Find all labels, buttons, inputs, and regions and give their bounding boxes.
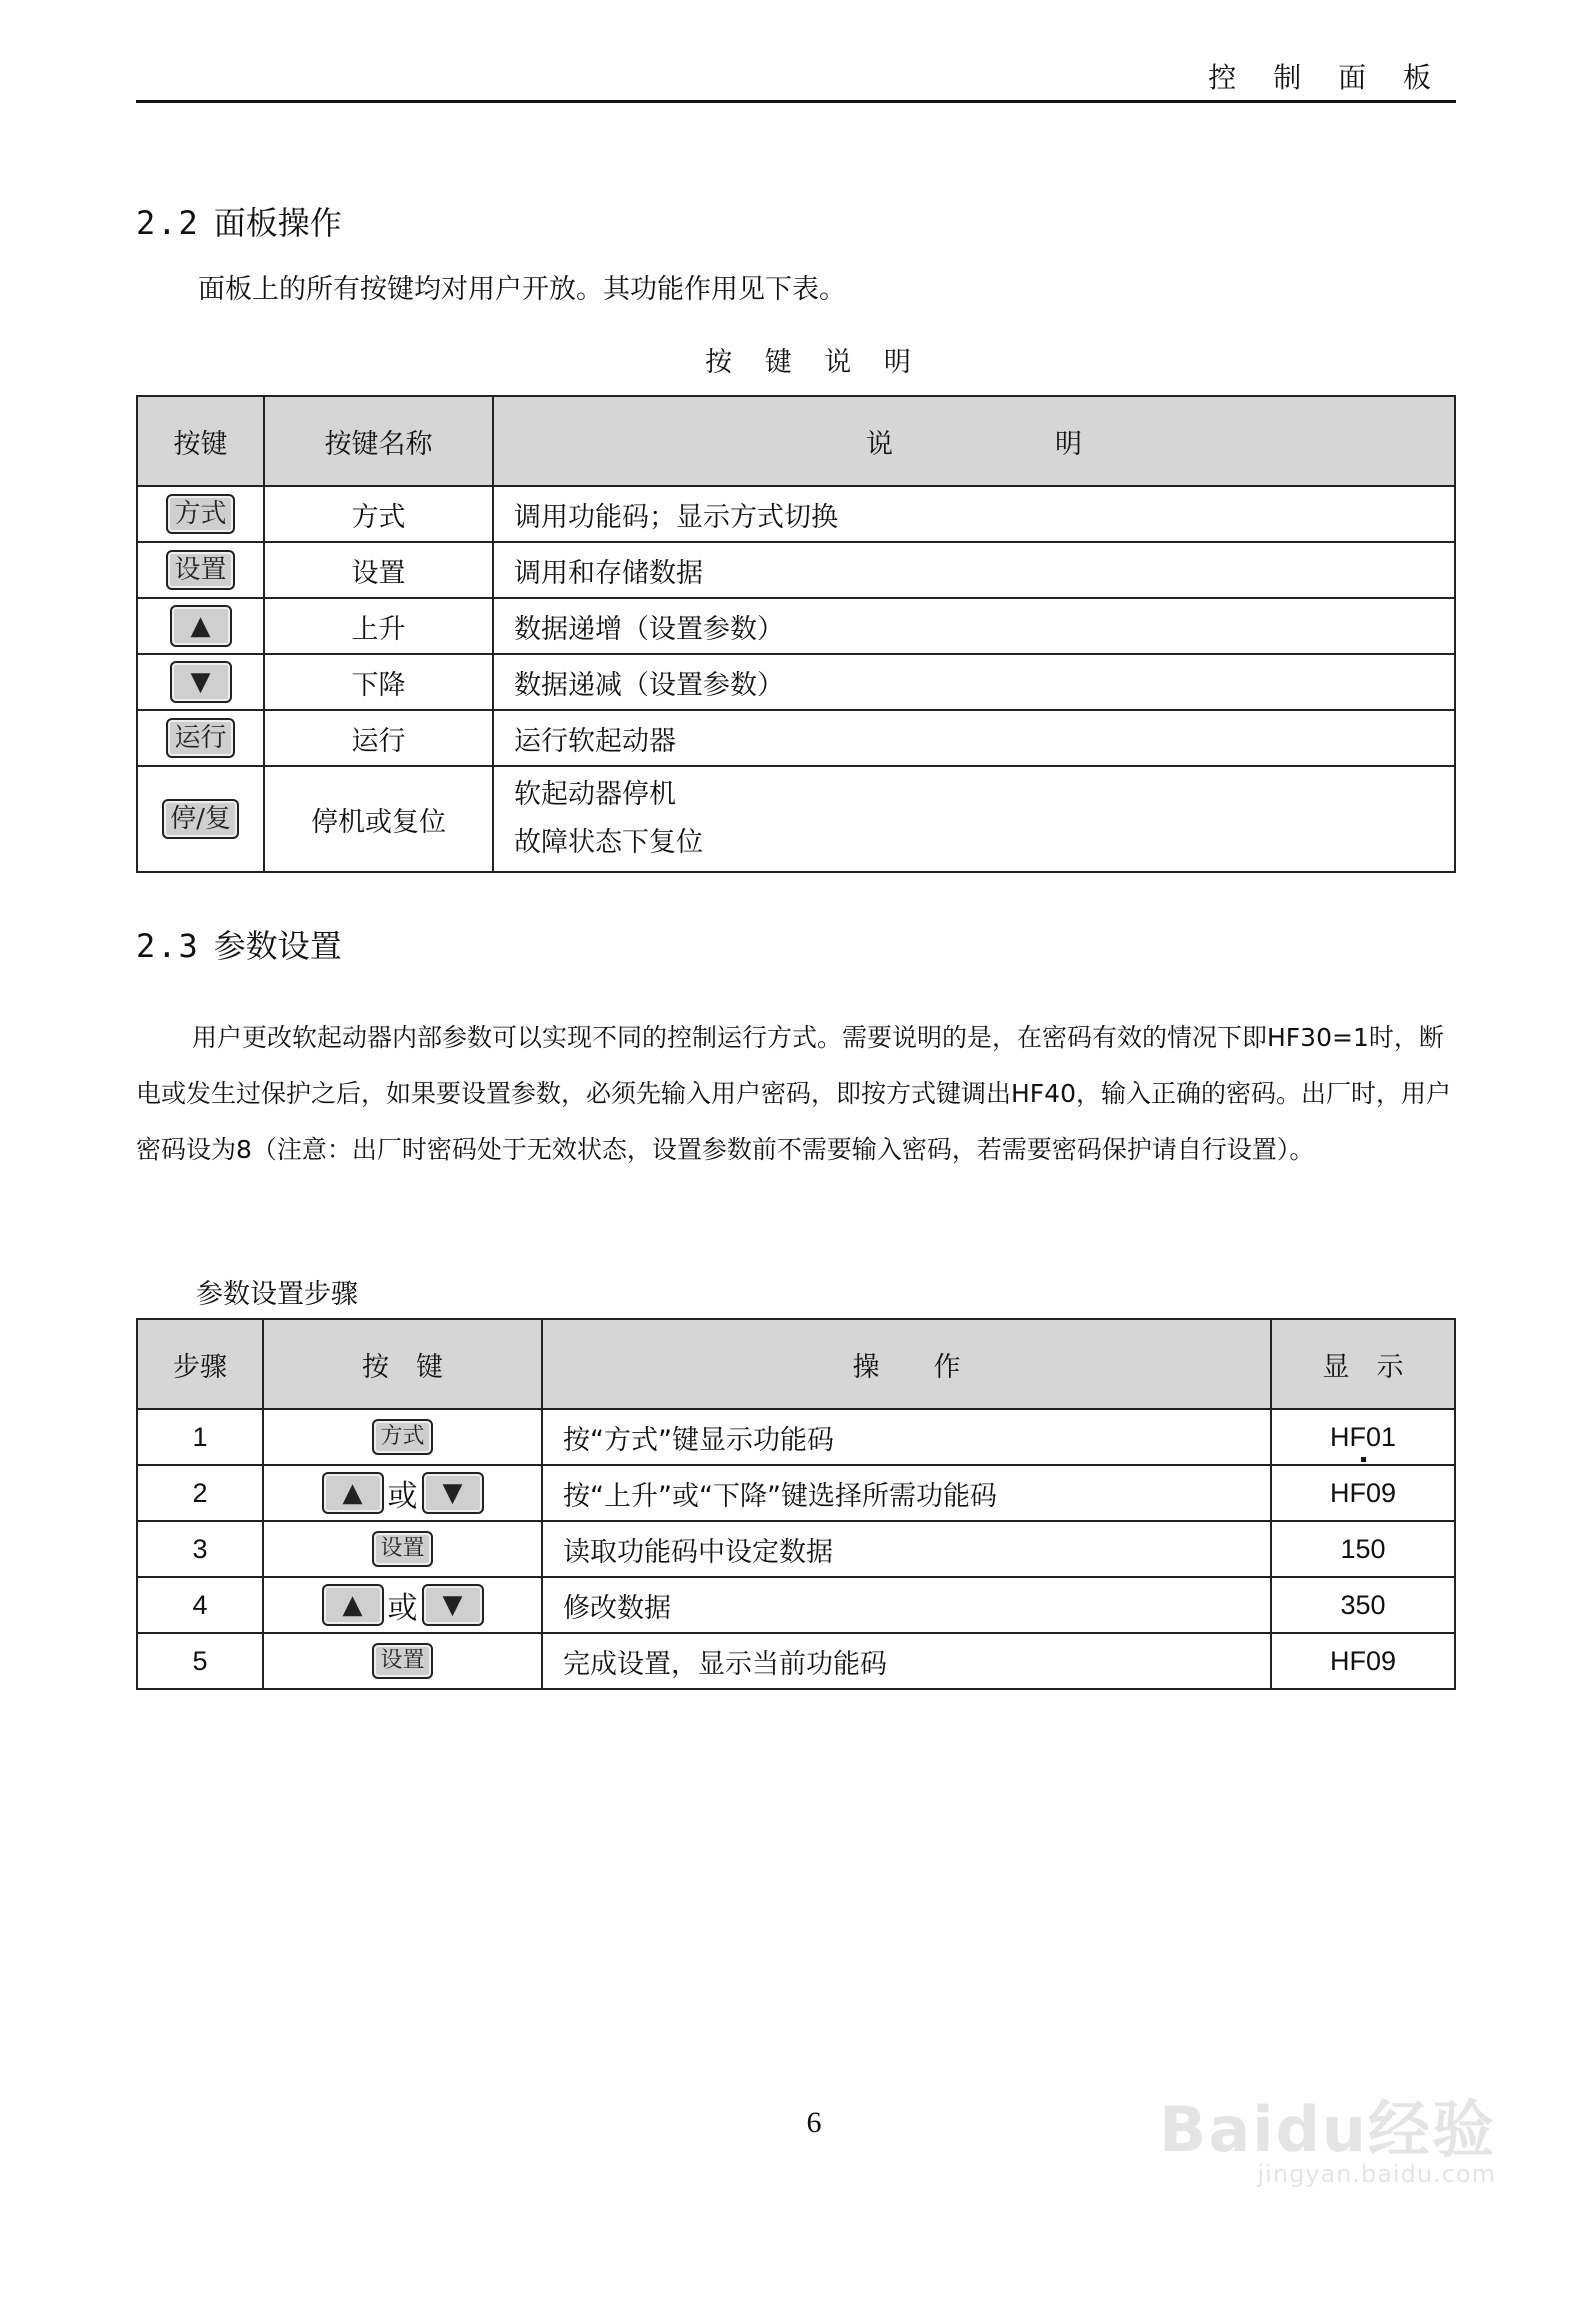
page-number: 6 [806,2106,822,2139]
or-text: 或 [387,1591,418,1626]
step-cell: 3 [137,1521,263,1577]
key-name-cell: 停机或复位 [264,766,493,872]
table-row [137,654,1455,710]
table-header-row [137,396,1455,486]
baidu-watermark [1096,2060,1496,2190]
col-header-display: 显 示 [1271,1319,1455,1409]
watermark-logo-text: Baidu经验 [1159,2093,1496,2166]
table-row [137,766,1455,872]
section-2-2-title: 面板操作 [213,204,342,242]
step-cell: 5 [137,1633,263,1689]
table-row [137,1465,1455,1521]
table-header-row [137,1319,1455,1409]
table-row [137,1521,1455,1577]
run-key-icon: 运行 [166,718,234,758]
display-cell: 350 [1271,1577,1455,1633]
down-arrow-key-icon: ▼ [422,1472,484,1514]
col-header-desc: 说 明 [493,396,1455,486]
key-table-caption: 按 键 说 明 [705,347,923,378]
set-key-icon: 设置 [372,1531,432,1567]
set-key-icon: 设置 [166,550,234,590]
step-cell: 4 [137,1577,263,1633]
operation-cell: 按“上升”或“下降”键选择所需功能码 [542,1465,1271,1521]
key-name-cell: 下降 [264,654,493,710]
step-key-cell [263,1633,542,1689]
mode-key-icon: 方式 [166,494,234,534]
section-2-3-title: 参数设置 [213,927,342,965]
table-row [137,1577,1455,1633]
section-2-2-number: 2.2 [136,204,200,242]
display-cell: HF09 [1271,1465,1455,1521]
col-header-step: 步骤 [137,1319,263,1409]
display-cell [1271,1409,1455,1465]
step-key-cell [263,1577,542,1633]
table-row [137,1633,1455,1689]
key-description-table [136,395,1456,873]
section-2-3-heading [136,921,342,967]
set-key-icon: 设置 [372,1643,432,1679]
key-cell [137,542,264,598]
key-desc-cell: 数据递增（设置参数） [493,598,1455,654]
key-desc-cell: 运行软起动器 [493,710,1455,766]
key-desc-cell [493,766,1455,872]
desc-line-1: 软起动器停机 [514,779,676,810]
password-paragraph: 用户更改软起动器内部参数可以实现不同的控制运行方式。需要说明的是，在密码有效的情况下即HF30=1时，断电或发生过保护之后，如果要设置参数，必须先输入用户密码，即按方式键调出HF40，输入正确的密码。出厂时，用户密码设为8（注意：出厂时密码处于无效状态，设置参数前不需要输入密码，若需要密码保护请自行设置）。 [136,1023,1451,1164]
or-text: 或 [387,1479,418,1514]
key-cell [137,486,264,542]
key-name-cell: 设置 [264,542,493,598]
step-key-cell [263,1409,542,1465]
key-name-cell: 运行 [264,710,493,766]
section-2-2-intro: 面板上的所有按键均对用户开放。其功能作用见下表。 [198,274,846,305]
display-cell: HF09 [1271,1633,1455,1689]
col-header-key: 按 键 [263,1319,542,1409]
desc-line-2: 故障状态下复位 [514,827,703,858]
running-header-title: 控 制 面 板 [1208,61,1445,94]
section-2-3-number: 2.3 [136,927,200,965]
steps-table-caption: 参数设置步骤 [196,1279,358,1310]
col-header-operation: 操 作 [542,1319,1271,1409]
up-arrow-key-icon: ▲ [322,1472,384,1514]
table-row [137,486,1455,542]
key-desc-cell: 调用和存储数据 [493,542,1455,598]
table-row [137,710,1455,766]
key-cell [137,598,264,654]
key-desc-cell: 调用功能码；显示方式切换 [493,486,1455,542]
step-cell: 2 [137,1465,263,1521]
key-name-cell: 方式 [264,486,493,542]
operation-cell: 按“方式”键显示功能码 [542,1409,1271,1465]
key-name-cell: 上升 [264,598,493,654]
stop-reset-key-icon: 停/复 [162,799,239,839]
down-arrow-key-icon: ▼ [170,661,232,703]
col-header-name: 按键名称 [264,396,493,486]
key-cell [137,710,264,766]
section-2-2-heading [136,198,342,244]
table-row [137,542,1455,598]
display-dot [1361,1457,1366,1462]
step-key-cell [263,1465,542,1521]
watermark-url: jingyan.baidu.com [1257,2160,1496,2188]
operation-cell: 修改数据 [542,1577,1271,1633]
up-arrow-key-icon: ▲ [170,605,232,647]
operation-cell: 读取功能码中设定数据 [542,1521,1271,1577]
mode-key-icon: 方式 [372,1419,432,1455]
down-arrow-key-icon: ▼ [422,1584,484,1626]
operation-cell: 完成设置，显示当前功能码 [542,1633,1271,1689]
parameter-steps-table [136,1318,1456,1690]
display-value: HF01 [1329,1421,1397,1452]
col-header-key: 按键 [137,396,264,486]
key-cell [137,766,264,872]
display-cell: 150 [1271,1521,1455,1577]
step-cell: 1 [137,1409,263,1465]
step-key-cell [263,1521,542,1577]
up-arrow-key-icon: ▲ [322,1584,384,1626]
header-rule [136,100,1456,103]
table-row [137,598,1455,654]
key-cell [137,654,264,710]
table-row [137,1409,1455,1465]
key-desc-cell: 数据递减（设置参数） [493,654,1455,710]
